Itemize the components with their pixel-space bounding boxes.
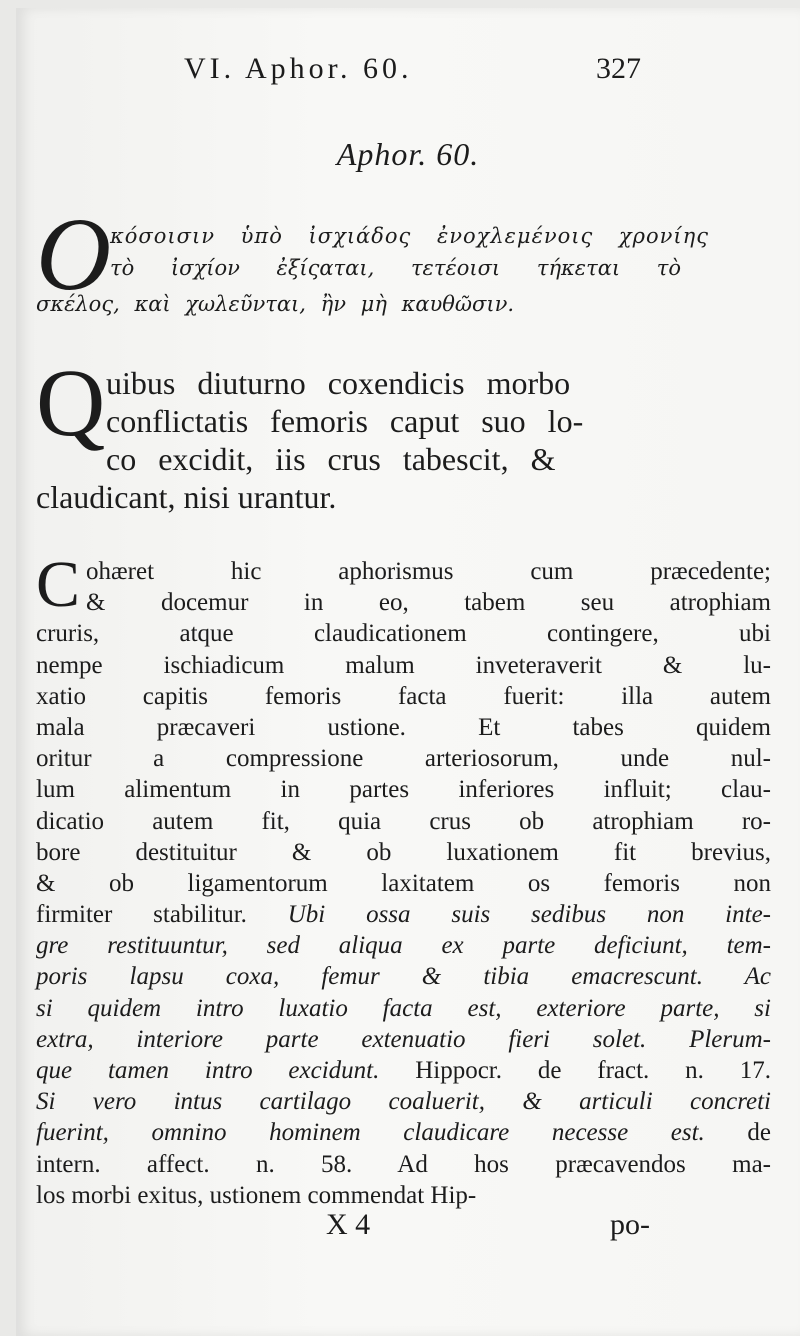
roman-text: mala præcaveri ustione. Et tabes quidem <box>36 713 771 741</box>
commentary-line <box>36 993 771 1024</box>
latin-initial: Q <box>36 349 106 456</box>
aphorism-line: co excidit, iis crus tabescit, & <box>106 441 556 477</box>
roman-text: bore destituitur & ob luxationem fit brevius, <box>36 838 771 866</box>
roman-text: lum alimentum in partes inferiores influit; clau- <box>36 776 771 804</box>
commentary-line <box>36 1055 771 1086</box>
roman-text: dicatio autem fit, quia crus ob atrophiam ro- <box>36 807 771 835</box>
commentary-line <box>36 806 771 837</box>
italic-quotation: Si vero intus cartilago coaluerit, & articuli concreti <box>36 1088 771 1116</box>
commentary <box>36 548 771 1211</box>
italic-quotation: extra, interiore parte extenuatio fieri solet. Plerum- <box>36 1025 771 1053</box>
running-head <box>16 48 800 92</box>
commentary-line <box>36 1149 771 1180</box>
aphorism-heading: Aphor. 60. <box>336 136 480 172</box>
signature-mark: X 4 <box>326 1208 371 1241</box>
greek-line: τὸ ἰσχίον ἐξίςαται, τετέοισι τήκεται τὸ <box>110 256 682 280</box>
commentary-line <box>36 681 771 712</box>
roman-text: los morbi exitus, ustionem commendat Hip- <box>36 1181 477 1209</box>
roman-text: ohæret hic aphorismus cum præcedente; <box>86 558 771 585</box>
commentary-line <box>36 899 771 930</box>
book-page <box>16 8 800 1336</box>
commentary-line <box>36 650 771 681</box>
italic-quotation: que tamen intro excidunt. <box>36 1057 416 1084</box>
commentary-line <box>36 1117 771 1148</box>
commentary-line <box>36 774 771 805</box>
aphorism-line: claudicant, nisi urantur. <box>36 479 337 515</box>
roman-text: Hippocr. de fract. n. 17. <box>415 1057 771 1084</box>
roman-text: xatio capitis femoris facta fuerit: illa autem <box>36 682 771 710</box>
page-number: 327 <box>596 52 641 85</box>
greek-line: σκέλος, καὶ χωλεῦνται, ἢν μὴ καυθῶσιν. <box>36 292 515 316</box>
commentary-line <box>36 837 771 868</box>
commentary-line <box>36 1180 771 1211</box>
commentary-line <box>36 930 771 961</box>
commentary-line <box>36 587 771 618</box>
italic-quotation: poris lapsu coxa, femur & tibia emacrescunt. Ac <box>36 963 771 991</box>
commentary-line <box>36 1024 771 1055</box>
commentary-line <box>36 556 771 587</box>
commentary-line <box>36 712 771 743</box>
roman-text: firmiter stabilitur. <box>36 901 288 929</box>
aphorism-line: conflictatis femoris caput suo lo- <box>106 403 584 439</box>
commentary-line <box>36 961 771 992</box>
roman-text: & docemur in eo, tabem seu atrophiam <box>86 589 771 617</box>
italic-quotation: gre restituuntur, sed aliqua ex parte deficiunt, tem- <box>36 932 771 960</box>
greek-line: κόσοισιν ὑπὸ ἰσχιάδος ἐνοχλεμένοις χρονίης <box>110 224 709 248</box>
roman-text: intern. affect. n. 58. Ad hos præcavendos ma- <box>36 1150 771 1178</box>
greek-initial: O <box>36 197 112 312</box>
catchword: po- <box>610 1208 650 1241</box>
commentary-line <box>36 1086 771 1117</box>
roman-text: cruris, atque claudicationem contingere, ubi <box>36 620 771 648</box>
roman-text: de <box>747 1119 771 1147</box>
italic-quotation: Ubi ossa suis sedibus non inte- <box>287 901 771 929</box>
commentary-line <box>36 618 771 649</box>
roman-text: & ob ligamentorum laxitatem os femoris non <box>36 869 771 897</box>
commentary-initial: C <box>36 548 81 621</box>
commentary-line <box>36 868 771 899</box>
italic-quotation: si quidem intro luxatio facta est, exteriore parte, si <box>36 994 771 1022</box>
roman-text: oritur a compressione arteriosorum, unde nul- <box>36 745 771 773</box>
aphorism-line: uibus diuturno coxendicis morbo <box>106 365 571 401</box>
commentary-body <box>36 548 771 1211</box>
running-head-title: VI. Aphor. 60. <box>184 52 413 85</box>
italic-quotation: fuerint, omnino hominem claudicare necesse est. <box>36 1119 748 1147</box>
roman-text: nempe ischiadicum malum inveteraverit & lu- <box>36 651 771 679</box>
commentary-line <box>36 743 771 774</box>
